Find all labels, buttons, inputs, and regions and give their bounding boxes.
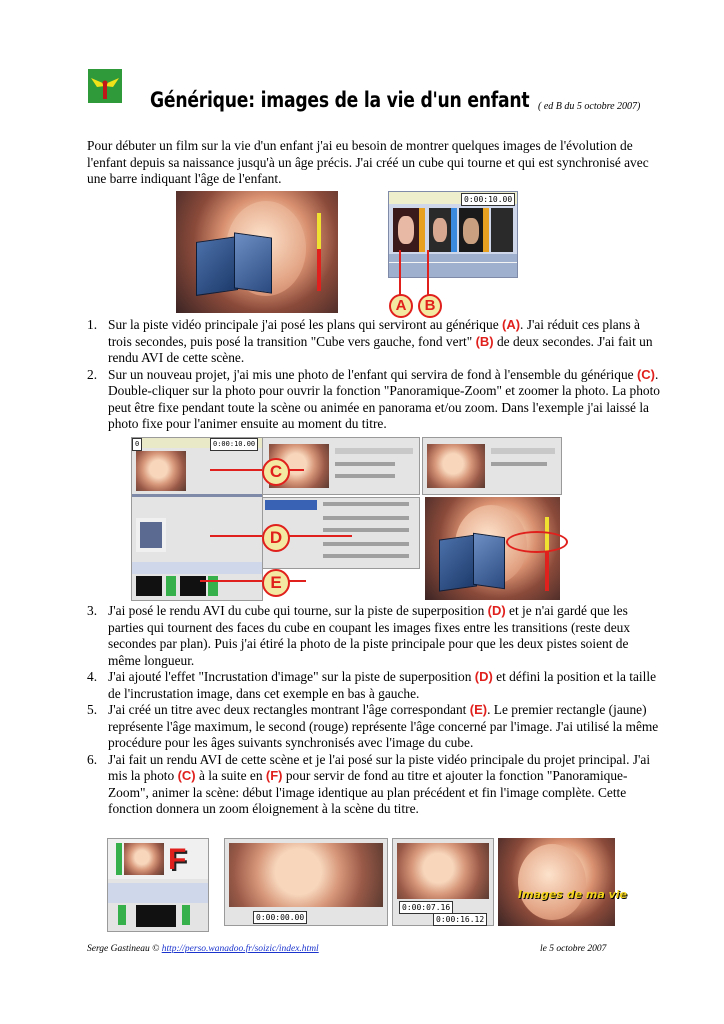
preview-start-frame [224, 838, 388, 926]
final-title-image [498, 838, 627, 926]
footer-date: le 5 octobre 2007 [540, 944, 607, 954]
arrow-c-left [210, 469, 262, 471]
intro-paragraph: Pour débuter un film sur la vie d'un enfant j'ai eu besoin de montrer quelques images de l'évolution de l'enfant depuis sa naissance jusqu'à un âge précis. J'ai créé un cube qui tourne et qui est synchronisé avec une barre indiquant l'âge de l'enfant. [87, 138, 649, 186]
arrow-b [427, 250, 429, 296]
age-bar-highlight [506, 531, 568, 553]
final-timeline-screenshot [107, 838, 209, 932]
footer-author: Serge Gastineau © http://perso.wanadoo.fr/soizic/index.html [87, 944, 319, 954]
label-d: D [262, 524, 290, 552]
mid-timecode: 0:00:07.16 [399, 901, 453, 914]
preview-end-frame [392, 838, 494, 926]
steps-list-b [87, 603, 662, 818]
arrow-a [399, 250, 401, 296]
step-4: 4. J'ai ajouté l'effet "Incrustation d'image" sur la piste de superposition (D) et défini la position et la taille de l'incrustation image, dans cet exemple en bas à gauche. [87, 669, 657, 701]
page-title: Générique: images de la vie d'un enfant [150, 88, 530, 112]
pan-zoom-dialog-2 [422, 437, 562, 495]
edition-note: ( ed B du 5 octobre 2007) [538, 101, 641, 112]
steps-list-a [87, 317, 662, 433]
label-c: C [262, 458, 290, 486]
end-timecode: 0:00:16.12 [433, 913, 487, 926]
step-3: 3. J'ai posé le rendu AVI du cube qui tourne, sur la piste de superposition (D) et je n'ai gardé que les parties qui tournent des faces du cube en coupant les images fixes entre les transitions (reste deux secondes par plan). Puis j'ai étiré la photo de la piste principale pour que les deux pistes soient de même longueur. [87, 603, 631, 668]
timeline-thumbnail [388, 191, 518, 278]
final-caption: Images de ma vie [518, 888, 627, 901]
step-1: 1. Sur la piste vidéo principale j'ai posé les plans qui serviront au générique (A). J'ai réduit ces plans à trois secondes, puis posé la transition "Cube vers gauche, fond vert" (B) de deux secondes. J'ai fait un rendu AVI de cette scène. [87, 317, 653, 365]
label-a: A [389, 294, 413, 318]
timeline-timecode: 0:00:10.00 [461, 193, 515, 206]
start-timecode: 0:00:00.00 [253, 911, 307, 924]
label-b: B [418, 294, 442, 318]
footer-link[interactable]: http://perso.wanadoo.fr/soizic/index.html [161, 944, 319, 954]
editor-timeline-screenshot: 0 0:00:10.00 [131, 437, 263, 601]
step-6: 6. J'ai fait un rendu AVI de cette scène et je l'ai posé sur la piste vidéo principale du projet principal. J'ai mis la photo (C) à la suite en (F) pour servir de fond au titre et ajouter la fonction "Panoramique-Zoom", animer la scène: début l'image identique au plan précédent et fin l'image complète. Cette fonction donnera un zoom éloignement à la scène du titre. [87, 751, 651, 816]
step-2: 2. Sur un nouveau projet, j'ai mis une photo de l'enfant qui servira de fond à l'ensemble du générique (C). Double-cliquer sur la photo pour ouvrir la fonction "Panoramique-Zoom" et zoomer la photo. La photo peut être fixe pendant toute la scène ou animée en panorama et/ou zoom. Dans l'exemple j'ai laissé la photo fixe pour l'animer ensuite au moment du titre. [87, 366, 660, 431]
arrow-d-right [286, 535, 352, 537]
cube-preview-image [176, 191, 338, 313]
arrow-d-left [210, 535, 262, 537]
step-5: 5. J'ai créé un titre avec deux rectangles montrant l'âge correspondant (E). Le premier rectangle (jaune) représente l'âge maximum, le second (rouge) représente l'âge concerné par l'image. J'ai utilisé la même procédure pour les âges suivants synchronisés avec l'image du cube. [87, 702, 659, 750]
arrow-e-left [200, 580, 262, 582]
flag-logo-icon [88, 69, 122, 103]
label-e: E [262, 569, 290, 597]
label-f: F [168, 843, 187, 876]
